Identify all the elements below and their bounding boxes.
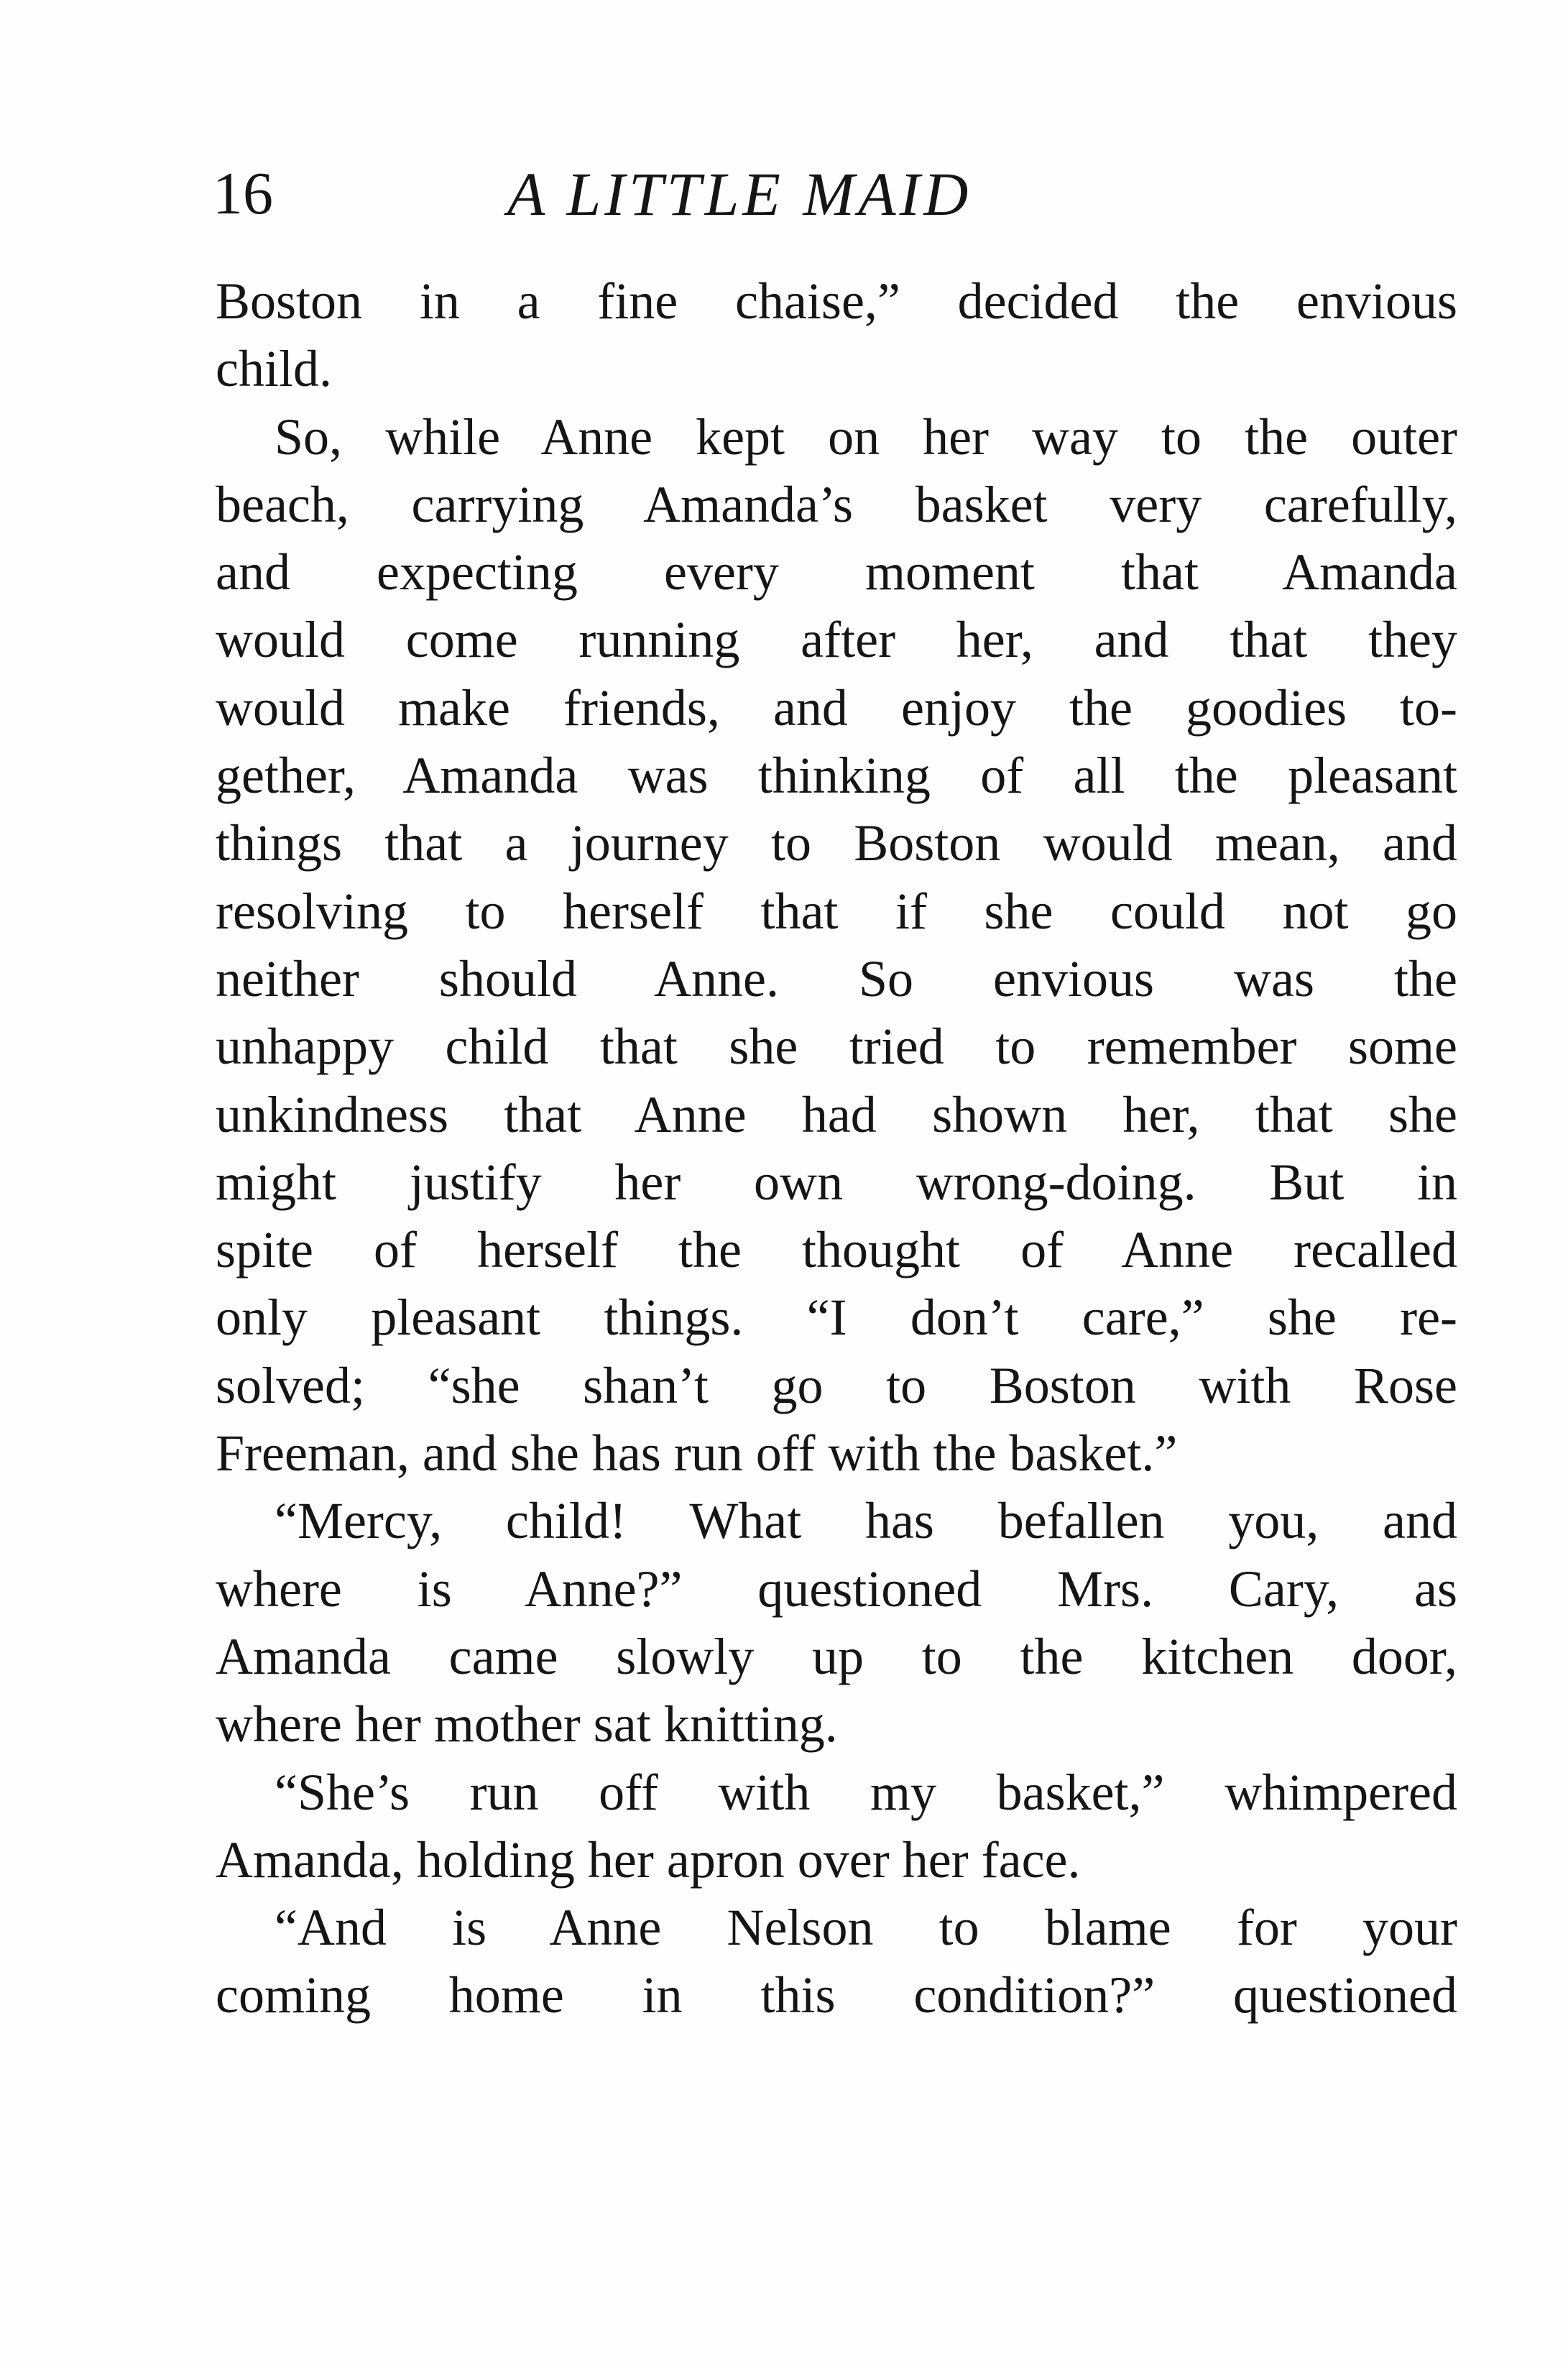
text-line: So, while Anne kept on her way to the outer [275, 407, 1457, 466]
text-line: where her mother sat knitting. [216, 1695, 838, 1754]
running-head [213, 155, 1456, 234]
text-line: Amanda, holding her apron over her face. [216, 1830, 1081, 1889]
page-number: 16 [213, 160, 273, 227]
text-line: things that a journey to Boston would mean, and [216, 814, 1457, 872]
text-line: spite of herself the thought of Anne recalled [216, 1221, 1457, 1279]
text-line: “And is Anne Nelson to blame for your [275, 1899, 1457, 1957]
text-line: child. [216, 340, 332, 398]
text-line: beach, carrying Amanda’s basket very carefully, [216, 475, 1457, 533]
text-line: “Mercy, child! What has befallen you, and [275, 1492, 1457, 1550]
text-line: “She’s run off with my basket,” whimpered [275, 1763, 1457, 1821]
body-text [216, 267, 1457, 2030]
text-line: only pleasant things. “I don’t care,” she re- [216, 1289, 1457, 1347]
text-line: Boston in a fine chaise,” decided the envious [216, 272, 1457, 330]
running-title: A LITTLE MAID [507, 160, 972, 229]
text-line: Amanda came slowly up to the kitchen door, [216, 1627, 1457, 1685]
text-line: gether, Amanda was thinking of all the pleasant [216, 747, 1457, 805]
text-line: would make friends, and enjoy the goodies to- [216, 678, 1457, 737]
text-line: unhappy child that she tried to remember some [216, 1018, 1457, 1076]
text-line: Freeman, and she has run off with the basket.” [216, 1424, 1178, 1483]
text-line: unkindness that Anne had shown her, that she [216, 1085, 1457, 1143]
text-line: solved; “she shan’t go to Boston with Rose [216, 1356, 1457, 1414]
text-line: neither should Anne. So envious was the [216, 949, 1457, 1008]
text-line: where is Anne?” questioned Mrs. Cary, as [216, 1560, 1457, 1618]
text-line: and expecting every moment that Amanda [216, 543, 1457, 602]
text-line: resolving to herself that if she could not go [216, 882, 1457, 940]
text-line: coming home in this condition?” questioned [216, 1966, 1457, 2024]
text-line: might justify her own wrong-doing. But in [216, 1153, 1457, 1211]
text-line: would come running after her, and that they [216, 611, 1457, 669]
